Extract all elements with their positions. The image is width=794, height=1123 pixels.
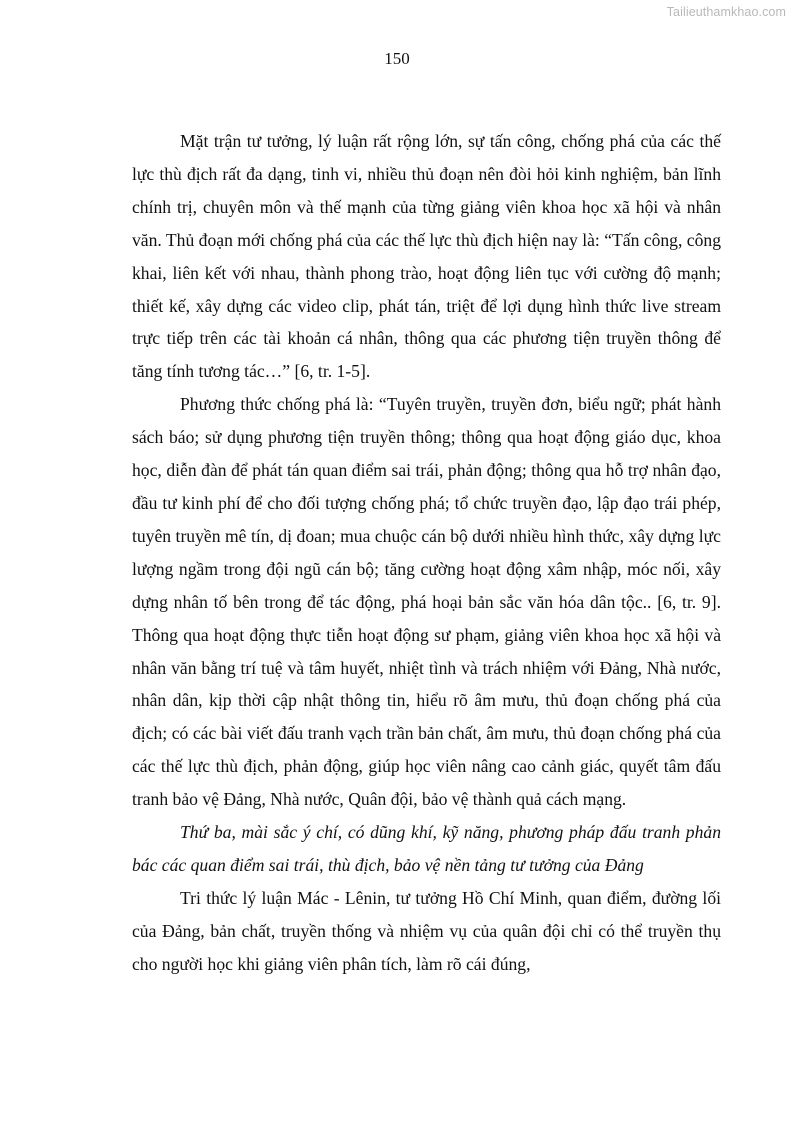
site-watermark: Tailieuthamkhao.com bbox=[666, 5, 786, 19]
paragraph-1: Mặt trận tư tưởng, lý luận rất rộng lớn, sự tấn công, chống phá của các thế lực thù địch rất đa dạng, tinh vi, nhiều thủ đoạn nên đòi hỏi kinh nghiệm, bản lĩnh chính trị, chuyên môn và thế mạnh của từng giảng viên khoa học xã hội và nhân văn. Thủ đoạn mới chống phá của các thế lực thù địch hiện nay là: “Tấn công, công khai, liên kết với nhau, thành phong trào, hoạt động liên tục với cường độ mạnh; thiết kế, xây dựng các video clip, phát tán, triệt để lợi dụng hình thức live stream trực tiếp trên các tài khoản cá nhân, thông qua các phương tiện truyền thông để tăng tính tương tác…” [6, tr. 1-5]. bbox=[132, 131, 721, 382]
paragraph-2: Phương thức chống phá là: “Tuyên truyền, truyền đơn, biểu ngữ; phát hành sách báo; sử dụng phương tiện truyền thông; thông qua hoạt động giáo dục, khoa học, diễn đàn để phát tán quan điểm sai trái, phản động; thông qua hỗ trợ nhân đạo, đầu tư kinh phí để cho đối tượng chống phá; tổ chức truyền đạo, lập đạo trái phép, tuyên truyền mê tín, dị đoan; mua chuộc cán bộ dưới nhiều hình thức, xây dựng lực lượng ngầm trong đội ngũ cán bộ; tăng cường hoạt động xâm nhập, móc nối, xây dựng nhân tố bên trong để tác động, phá hoại bản sắc văn hóa dân tộc.. [6, tr. 9]. Thông qua hoạt động thực tiễn hoạt động sư phạm, giảng viên khoa học xã hội và nhân văn bằng trí tuệ và tâm huyết, nhiệt tình và trách nhiệm với Đảng, Nhà nước, nhân dân, kịp thời cập nhật thông tin, hiểu rõ âm mưu, thủ đoạn chống phá của địch; có các bài viết đấu tranh vạch trần bản chất, âm mưu, thủ đoạn chống phá của các thế lực thù địch, phản động, giúp học viên nâng cao cảnh giác, quyết tâm đấu tranh bảo vệ Đảng, Nhà nước, Quân đội, bảo vệ thành quả cách mạng. bbox=[132, 394, 721, 810]
paragraph-3: Tri thức lý luận Mác - Lênin, tư tưởng Hồ Chí Minh, quan điểm, đường lối của Đảng, bản chất, truyền thống và nhiệm vụ của quân đội chỉ có thể truyền thụ cho người học khi giảng viên phân tích, làm rõ cái đúng, bbox=[132, 887, 721, 974]
page-body bbox=[132, 125, 721, 981]
page-number: 150 bbox=[384, 49, 410, 68]
section-heading: Thứ ba, mài sắc ý chí, có dũng khí, kỹ năng, phương pháp đấu tranh phản bác các quan điểm sai trái, thù địch, bảo vệ nền tảng tư tưởng của Đảng bbox=[132, 822, 721, 875]
